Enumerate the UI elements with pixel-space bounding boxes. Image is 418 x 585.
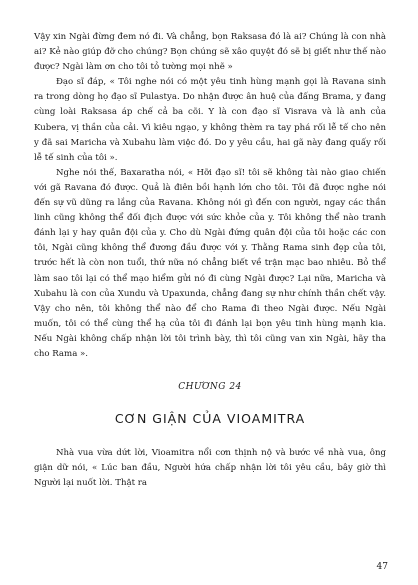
paragraph: Đạo sĩ đáp, « Tôi nghe nói có một yêu tinh hùng mạnh gọi là Ravana sinh ra trong dòng họ đạo sĩ Pulastya. Do nhận được ân huệ của đấng Brama, y đang cùng loài Raksasa áp chế cả ba cõi. Y là con đạo sĩ Visrava và là anh của Kubera, vị thần của cải. Vì kiêu ngạo, y không thèm ra tay phá rối lễ tế cho nên y đã sai Maricha và Xubahu làm việc đó. Do y yêu cầu, hai gã này đang quấy rối lễ tế sinh của tôi ». <box>34 77 386 163</box>
page-number: 47 <box>376 562 388 572</box>
page-body <box>34 30 386 491</box>
chapter-title: CƠN GIẬN CỦA VIOAMITRA <box>114 411 306 427</box>
paragraph: Nghe nói thế, Baxaratha nói, « Hỡi đạo sĩ! tôi sẽ không tài nào giao chiến với gã Ravana đó được. Quả là điên bồi hạnh lớn cho tôi. Tôi đã được nghe nói đến sự vũ dũng ra lắng của Ravana. Không nói gì đến con người, ngay các thần linh cũng không thể đối địch được với sức khỏe của y. Tôi không thể nào tranh đánh lại y hay quân đội của y. Cho dù Ngài đứng quân đội của tôi hoặc các con tôi, Ngài cũng không thể đương đầu được với y. Thằng Rama sinh đẹp của tôi, trước hết là còn non tuổi, thứ nữa nó chẳng biết về trận mạc bao nhiêu. Bỏ thể làm sao tôi lại có thể mạo hiểm gửi nó đi cùng Ngài được? Lại nữa, Maricha và Xubahu là con của Xundu và Upaxunda, chẳng đang sự như chính thần chết vậy. Vậy cho nên, tôi không thể nào để cho Rama đi theo Ngài được. Nếu Ngài muốn, tôi có thể cùng thể hạ của tôi đi đánh lại bọn yêu tinh hùng mạnh kia. Nếu Ngài không chấp nhận lời tôi trình bày, thì tôi cũng van xin Ngài, hãy tha cho Rama ». <box>34 167 386 359</box>
paragraph: Vậy xin Ngài đừng đem nó đi. Và chẳng, bọn Raksasa đó là ai? Chúng là con nhà ai? Kẻ nào giúp đỡ cho chúng? Bọn chúng sẽ xâo quyệt đó sẽ bị giết như thế nào được? Ngài làm ơn cho tôi tỏ tường mọi nhẽ » <box>34 32 386 73</box>
paragraph: Nhà vua vừa dứt lời, Vioamitra nổi cơn thịnh nộ và bước về nhà vua, ông giận dữ nói, « Lúc ban đầu, Người hứa chấp nhận lời tôi yêu cầu, bây giờ thì Người lại nuốt lời. Thật ra <box>34 448 386 489</box>
chapter-label: CHƯƠNG 24 <box>178 382 242 393</box>
